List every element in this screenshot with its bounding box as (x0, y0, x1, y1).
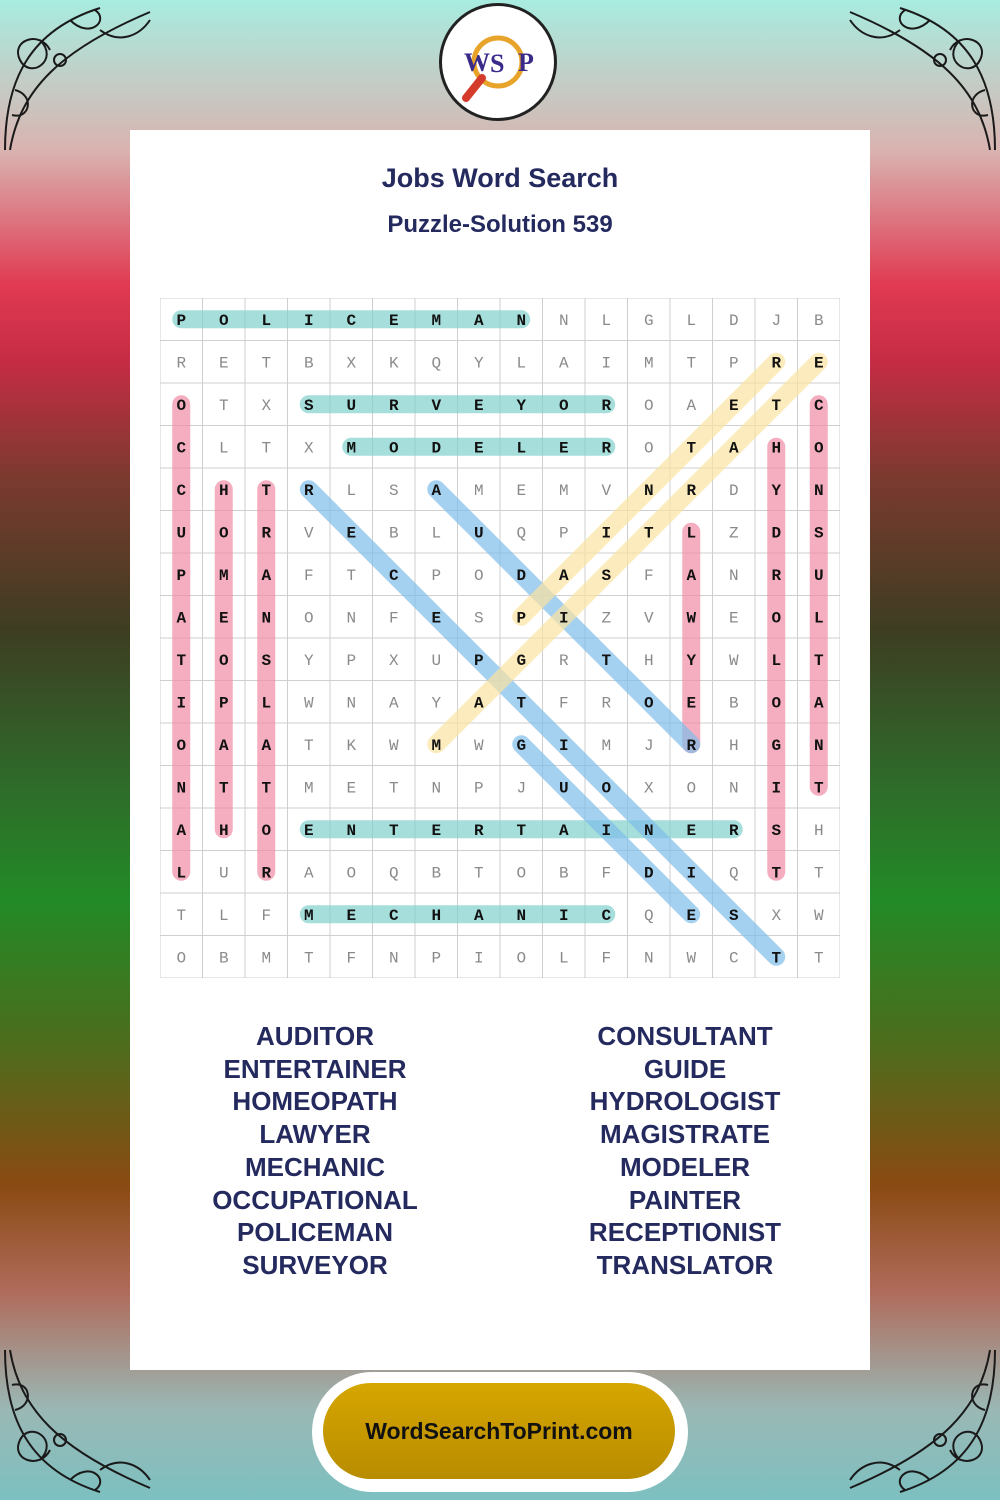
grid-cell-letter[interactable]: N (813, 736, 824, 755)
grid-cell-letter[interactable]: Y (771, 481, 782, 500)
grid-cell-letter[interactable]: T (601, 651, 612, 670)
grid-cell-letter[interactable]: N (516, 906, 527, 925)
grid-cell-letter[interactable]: O (176, 736, 187, 755)
grid-cell-letter[interactable]: R (473, 821, 484, 840)
grid-cell-letter[interactable]: E (346, 524, 357, 543)
grid-cell-letter[interactable]: E (686, 821, 697, 840)
grid-cell-letter[interactable]: O (303, 609, 314, 628)
grid-cell-letter[interactable]: P (218, 694, 229, 713)
grid-cell-letter[interactable]: P (176, 566, 187, 585)
grid-cell-letter[interactable]: M (601, 736, 612, 755)
grid-cell-letter[interactable]: U (176, 524, 187, 543)
word-list-item: ENTERTAINER (223, 1053, 407, 1084)
grid-cell-letter[interactable]: O (601, 779, 612, 798)
grid-cell-letter[interactable]: U (346, 396, 357, 415)
grid-cell-letter[interactable]: I (601, 821, 612, 840)
grid-cell-letter[interactable]: G (771, 736, 782, 755)
grid-cell-letter[interactable]: P (558, 524, 569, 543)
grid-cell-letter[interactable]: W (686, 949, 697, 968)
grid-cell-letter[interactable]: Y (303, 651, 314, 670)
grid-cell-letter[interactable]: M (218, 566, 229, 585)
grid-cell-letter[interactable]: E (346, 906, 357, 925)
grid-cell-letter[interactable]: A (686, 396, 697, 415)
grid-cell-letter[interactable]: N (643, 481, 654, 500)
grid-cell-letter[interactable]: T (218, 779, 229, 798)
grid-cell-letter[interactable]: A (261, 736, 272, 755)
grid-cell-letter[interactable]: L (346, 481, 357, 500)
grid-cell-letter[interactable]: N (728, 566, 739, 585)
grid-cell-letter[interactable]: A (176, 609, 187, 628)
grid-cell-letter[interactable]: U (218, 864, 229, 883)
word-list-item: MODELER (620, 1151, 750, 1182)
grid-cell-letter[interactable]: S (771, 821, 782, 840)
grid-cell-letter[interactable]: O (473, 566, 484, 585)
grid-cell-letter[interactable]: N (728, 779, 739, 798)
grid-cell-letter[interactable]: T (686, 354, 697, 373)
grid-cell-letter[interactable]: A (473, 694, 484, 713)
grid-cell-letter[interactable]: S (473, 609, 484, 628)
grid-cell-letter[interactable]: L (601, 311, 612, 330)
grid-cell-letter[interactable]: W (728, 651, 739, 670)
grid-cell-letter[interactable]: K (388, 354, 399, 373)
grid-cell-letter[interactable]: F (303, 566, 314, 585)
grid-cell-letter[interactable]: E (431, 609, 442, 628)
grid-cell-letter[interactable]: E (516, 481, 527, 500)
grid-cell-letter[interactable]: R (261, 524, 272, 543)
grid-cell-letter[interactable]: O (558, 396, 569, 415)
grid-cell-letter[interactable]: L (813, 609, 824, 628)
grid-cell-letter[interactable]: O (388, 439, 399, 458)
brand-link-button[interactable]: WordSearchToPrint.com (323, 1383, 675, 1479)
grid-cell-letter[interactable]: E (218, 354, 229, 373)
grid-cell-letter[interactable]: R (558, 651, 569, 670)
grid-cell-letter[interactable]: O (261, 821, 272, 840)
grid-cell-letter[interactable]: D (516, 566, 527, 585)
grid-cell-letter[interactable]: R (686, 736, 697, 755)
grid-cell-letter[interactable]: R (686, 481, 697, 500)
grid-cell-letter[interactable]: U (558, 779, 569, 798)
grid-cell-letter[interactable]: R (176, 354, 187, 373)
grid-cell-letter[interactable]: C (176, 439, 187, 458)
grid-cell-letter[interactable]: I (601, 354, 612, 373)
grid-cell-letter[interactable]: M (431, 736, 442, 755)
word-list-item: MAGISTRATE (600, 1119, 770, 1150)
grid-cell-letter[interactable]: B (728, 694, 739, 713)
grid-cell-letter[interactable]: T (176, 906, 187, 925)
grid-cell-letter[interactable]: D (771, 524, 782, 543)
grid-cell-letter[interactable]: A (558, 566, 569, 585)
grid-cell-letter[interactable]: Q (516, 524, 527, 543)
puzzle-panel (130, 130, 870, 1370)
grid-cell-letter[interactable]: T (303, 949, 314, 968)
grid-cell-letter[interactable]: P (431, 949, 442, 968)
grid-cell-letter[interactable]: S (728, 906, 739, 925)
grid-cell-letter[interactable]: E (346, 779, 357, 798)
grid-cell-letter[interactable]: V (643, 609, 654, 628)
grid-cell-letter[interactable]: A (473, 906, 484, 925)
grid-cell-letter[interactable]: E (473, 439, 484, 458)
grid-cell-letter[interactable]: L (218, 439, 229, 458)
grid-cell-letter[interactable]: O (686, 779, 697, 798)
word-list-item: LAWYER (259, 1119, 371, 1150)
grid-cell-letter[interactable]: O (516, 949, 527, 968)
grid-cell-letter[interactable]: R (388, 396, 399, 415)
grid-cell-letter[interactable]: B (431, 864, 442, 883)
grid-cell-letter[interactable]: N (431, 779, 442, 798)
grid-cell-letter[interactable]: T (303, 736, 314, 755)
grid-cell-letter[interactable]: F (601, 864, 612, 883)
magnifier-handle-icon (466, 78, 482, 98)
grid-cell-letter[interactable]: L (261, 694, 272, 713)
word-list-item: POLICEMAN (237, 1217, 393, 1248)
grid-cell-letter[interactable]: O (176, 396, 187, 415)
word-list-item: HYDROLOGIST (589, 1086, 781, 1117)
grid-cell-letter[interactable]: O (643, 694, 654, 713)
grid-cell-letter[interactable]: Y (686, 651, 697, 670)
grid-cell-letter[interactable]: E (728, 609, 739, 628)
grid-cell-letter[interactable]: C (728, 949, 739, 968)
grid-cell-letter[interactable]: P (728, 354, 739, 373)
grid-cell-letter[interactable]: O (346, 864, 357, 883)
grid-cell-letter[interactable]: T (261, 481, 272, 500)
grid-cell-letter[interactable]: T (771, 864, 782, 883)
grid-cell-letter[interactable]: T (643, 524, 654, 543)
logo-letter-p: P (518, 48, 534, 77)
word-list-item: OCCUPATIONAL (212, 1184, 418, 1215)
logo-letter-w: W (464, 48, 490, 77)
grid-cell-letter[interactable]: J (643, 736, 654, 755)
grid-cell-letter[interactable]: F (643, 566, 654, 585)
grid-cell-letter[interactable]: T (813, 949, 824, 968)
grid-cell-letter[interactable]: C (601, 906, 612, 925)
word-list-item: RECEPTIONIST (588, 1217, 782, 1248)
grid-cell-letter[interactable]: J (771, 311, 782, 330)
grid-cell-letter[interactable]: N (346, 821, 357, 840)
grid-cell-letter[interactable]: D (728, 481, 739, 500)
grid-cell-letter[interactable]: P (431, 566, 442, 585)
grid-cell-letter[interactable]: H (771, 439, 782, 458)
grid-cell-letter[interactable]: M (303, 779, 314, 798)
grid-cell-letter[interactable]: Q (728, 864, 739, 883)
grid-cell-letter[interactable]: E (813, 354, 824, 373)
grid-cell-letter[interactable]: I (558, 736, 569, 755)
grid-cell-letter[interactable]: S (388, 481, 399, 500)
grid-cell-letter[interactable]: S (601, 566, 612, 585)
grid-cell-letter[interactable]: J (516, 779, 527, 798)
grid-cell-letter[interactable]: T (813, 779, 824, 798)
grid-cell-letter[interactable]: F (388, 609, 399, 628)
grid-cell-letter[interactable]: X (643, 779, 654, 798)
grid-cell-letter[interactable]: M (643, 354, 654, 373)
grid-cell-letter[interactable]: B (303, 354, 314, 373)
grid-cell-letter[interactable]: R (771, 354, 782, 373)
grid-cell-letter[interactable]: A (558, 354, 569, 373)
grid-cell-letter[interactable]: X (261, 396, 272, 415)
grid-cell-letter[interactable]: V (431, 396, 442, 415)
grid-cell-letter[interactable]: A (261, 566, 272, 585)
grid-cell-letter[interactable]: M (261, 949, 272, 968)
grid-cell-letter[interactable]: W (303, 694, 314, 713)
grid-cell-letter[interactable]: T (771, 396, 782, 415)
grid-cell-letter[interactable]: M (558, 481, 569, 500)
grid-cell-letter[interactable]: T (473, 864, 484, 883)
grid-cell-letter[interactable]: Z (728, 524, 739, 543)
grid-cell-letter[interactable]: R (728, 821, 739, 840)
grid-cell-letter[interactable]: E (558, 439, 569, 458)
page-subtitle: Puzzle-Solution 539 (387, 211, 613, 238)
grid-cell-letter[interactable]: L (558, 949, 569, 968)
grid-cell-letter[interactable]: N (388, 949, 399, 968)
grid-cell-letter[interactable]: N (643, 949, 654, 968)
grid-cell-letter[interactable]: C (813, 396, 824, 415)
word-list-item: PAINTER (628, 1184, 742, 1215)
grid-cell-letter[interactable]: T (813, 651, 824, 670)
grid-cell-letter[interactable]: A (558, 821, 569, 840)
grid-cell-letter[interactable]: M (431, 311, 442, 330)
grid-cell-letter[interactable]: P (176, 311, 187, 330)
grid-cell-letter[interactable]: I (771, 779, 782, 798)
grid-cell-letter[interactable]: Q (643, 906, 654, 925)
grid-cell-letter[interactable]: P (473, 651, 484, 670)
word-list-item: AUDITOR (256, 1021, 374, 1051)
word-list-item: GUIDE (643, 1053, 727, 1084)
grid-cell-letter[interactable]: A (431, 481, 442, 500)
word-list-item: SURVEYOR (242, 1249, 388, 1280)
grid-cell-letter[interactable]: C (176, 481, 187, 500)
grid-cell-letter[interactable]: Y (473, 354, 484, 373)
grid-cell-letter[interactable]: I (558, 906, 569, 925)
grid-cell-letter[interactable]: G (516, 736, 527, 755)
grid-cell-letter[interactable]: A (473, 311, 484, 330)
grid-cell-letter[interactable]: N (176, 779, 187, 798)
grid-cell-letter[interactable]: T (176, 651, 187, 670)
grid-cell-letter[interactable]: L (686, 311, 697, 330)
grid-cell-letter[interactable]: O (218, 651, 229, 670)
grid-cell-letter[interactable]: D (431, 439, 442, 458)
grid-cell-letter[interactable]: H (813, 821, 824, 840)
wsp-logo[interactable] (439, 3, 557, 121)
grid-cell-letter[interactable]: A (686, 566, 697, 585)
grid-cell-letter[interactable]: T (516, 821, 527, 840)
grid-cell-letter[interactable]: D (643, 864, 654, 883)
grid-cell-letter[interactable]: W (388, 736, 399, 755)
grid-cell-letter[interactable]: E (686, 906, 697, 925)
grid-cell-letter[interactable]: Y (431, 694, 442, 713)
grid-cell-letter[interactable]: T (388, 821, 399, 840)
grid-cell-letter[interactable]: H (218, 481, 229, 500)
grid-cell-letter[interactable]: U (431, 651, 442, 670)
grid-cell-letter[interactable]: S (813, 524, 824, 543)
grid-cell-letter[interactable]: R (261, 864, 272, 883)
grid-cell-letter[interactable]: M (303, 906, 314, 925)
grid-cell-letter[interactable]: T (686, 439, 697, 458)
grid-cell-letter[interactable]: V (601, 481, 612, 500)
word-list-left (130, 1020, 500, 1282)
grid-cell-letter[interactable]: R (303, 481, 314, 500)
grid-cell-letter[interactable]: U (473, 524, 484, 543)
grid-cell-letter[interactable]: L (771, 651, 782, 670)
grid-cell-letter[interactable]: P (346, 651, 357, 670)
grid-cell-letter[interactable]: E (686, 694, 697, 713)
grid-cell-letter[interactable]: N (346, 609, 357, 628)
word-list-item: TRANSLATOR (596, 1249, 774, 1280)
grid-cell-letter[interactable]: A (728, 439, 739, 458)
word-list-item: HOMEOPATH (232, 1086, 398, 1117)
grid-cell-letter[interactable]: T (261, 779, 272, 798)
grid-cell-letter[interactable]: T (346, 566, 357, 585)
page-title: Jobs Word Search (381, 163, 619, 193)
grid-cell-letter[interactable]: N (346, 694, 357, 713)
grid-cell-letter[interactable]: P (516, 609, 527, 628)
grid-cell-letter[interactable]: Z (601, 609, 612, 628)
grid-cell-letter[interactable]: O (643, 396, 654, 415)
grid-cell-letter[interactable]: X (303, 439, 314, 458)
grid-cell-letter[interactable]: T (813, 864, 824, 883)
grid-cell-letter[interactable]: C (388, 566, 399, 585)
grid-cell-letter[interactable]: O (218, 311, 229, 330)
grid-cell-letter[interactable]: E (431, 821, 442, 840)
grid-cell-letter[interactable]: H (218, 821, 229, 840)
grid-cell-letter[interactable]: O (218, 524, 229, 543)
grid-cell-letter[interactable]: F (261, 906, 272, 925)
grid-cell-letter[interactable]: R (771, 566, 782, 585)
grid-cell-letter[interactable]: L (431, 524, 442, 543)
grid-cell-letter[interactable]: R (601, 396, 612, 415)
grid-cell-letter[interactable]: W (813, 906, 824, 925)
grid-cell-letter[interactable]: X (388, 651, 399, 670)
grid-cell-letter[interactable]: H (643, 651, 654, 670)
grid-cell-letter[interactable]: L (176, 864, 187, 883)
grid-cell-letter[interactable]: G (516, 651, 527, 670)
grid-cell-letter[interactable]: S (261, 651, 272, 670)
grid-cell-letter[interactable]: R (601, 439, 612, 458)
grid-cell-letter[interactable]: B (218, 949, 229, 968)
grid-cell-letter[interactable]: E (728, 396, 739, 415)
grid-cell-letter[interactable]: X (771, 906, 782, 925)
grid-cell-letter[interactable]: A (176, 821, 187, 840)
grid-cell-letter[interactable]: O (771, 609, 782, 628)
grid-cell-letter[interactable]: N (261, 609, 272, 628)
grid-cell-letter[interactable]: T (516, 694, 527, 713)
grid-cell-letter[interactable]: F (601, 949, 612, 968)
grid-cell-letter[interactable]: S (303, 396, 314, 415)
grid-cell-letter[interactable]: O (643, 439, 654, 458)
grid-cell-letter[interactable]: C (346, 311, 357, 330)
grid-cell-letter[interactable]: T (261, 354, 272, 373)
grid-cell-letter[interactable]: B (813, 311, 824, 330)
grid-cell-letter[interactable]: A (303, 864, 314, 883)
grid-cell-letter[interactable]: I (473, 949, 484, 968)
grid-cell-letter[interactable]: F (346, 949, 357, 968)
grid-cell-letter[interactable]: A (388, 694, 399, 713)
grid-cell-letter[interactable]: L (516, 354, 527, 373)
grid-cell-letter[interactable]: U (813, 566, 824, 585)
grid-cell-letter[interactable]: F (558, 694, 569, 713)
grid-cell-letter[interactable]: D (728, 311, 739, 330)
grid-cell-letter[interactable]: I (601, 524, 612, 543)
grid-cell-letter[interactable]: V (303, 524, 314, 543)
grid-cell-letter[interactable]: E (473, 396, 484, 415)
grid-cell-letter[interactable]: I (686, 864, 697, 883)
grid-cell-letter[interactable]: L (218, 906, 229, 925)
grid-cell-letter[interactable]: M (346, 439, 357, 458)
grid-cell-letter[interactable]: K (346, 736, 357, 755)
word-list-item: MECHANIC (244, 1151, 386, 1182)
word-search-grid (160, 298, 840, 978)
grid-cell-letter[interactable]: N (516, 311, 527, 330)
grid-cell-letter[interactable]: H (431, 906, 442, 925)
grid-cell-letter[interactable]: N (813, 481, 824, 500)
grid-cell-letter[interactable]: L (261, 311, 272, 330)
grid-cell-letter[interactable]: E (388, 311, 399, 330)
grid-cell-letter[interactable]: O (771, 694, 782, 713)
grid-cell-letter[interactable]: O (516, 864, 527, 883)
grid-cell-letter[interactable]: E (218, 609, 229, 628)
grid-cell-letter[interactable]: G (643, 311, 654, 330)
logo-letter-s: S (490, 49, 505, 78)
grid-cell-letter[interactable]: N (643, 821, 654, 840)
grid-cell-letter[interactable]: W (686, 609, 697, 628)
grid-cell-letter[interactable]: Q (431, 354, 442, 373)
grid-cell-letter[interactable]: A (218, 736, 229, 755)
grid-cell-letter[interactable]: H (728, 736, 739, 755)
grid-cell-letter[interactable]: Q (388, 864, 399, 883)
grid-cell-letter[interactable]: T (388, 779, 399, 798)
word-list-right (500, 1020, 870, 1282)
grid-cell-letter[interactable]: I (176, 694, 187, 713)
grid-cell-letter[interactable]: B (388, 524, 399, 543)
grid-cell-letter[interactable]: O (813, 439, 824, 458)
word-list-item: CONSULTANT (597, 1021, 773, 1051)
grid-cell-letter[interactable]: I (558, 609, 569, 628)
grid-cell-letter[interactable]: L (686, 524, 697, 543)
grid-cell-letter[interactable]: X (346, 354, 357, 373)
grid-cell-letter[interactable]: W (473, 736, 484, 755)
grid-cell-letter[interactable]: N (558, 311, 569, 330)
grid-cell-letter[interactable]: T (771, 949, 782, 968)
grid-cell-letter[interactable]: O (176, 949, 187, 968)
grid-cell-letter[interactable]: A (813, 694, 824, 713)
grid-cell-letter[interactable]: R (601, 694, 612, 713)
grid-cell-letter[interactable]: B (558, 864, 569, 883)
grid-cell-letter[interactable]: E (303, 821, 314, 840)
grid-cell-letter[interactable]: P (473, 779, 484, 798)
grid-cell-letter[interactable]: Y (516, 396, 527, 415)
grid-cell-letter[interactable]: T (218, 396, 229, 415)
grid-cell-letter[interactable]: I (303, 311, 314, 330)
grid-cell-letter[interactable]: T (261, 439, 272, 458)
grid-cell-letter[interactable]: C (388, 906, 399, 925)
grid-cell-letter[interactable]: L (516, 439, 527, 458)
grid-cell-letter[interactable]: M (473, 481, 484, 500)
